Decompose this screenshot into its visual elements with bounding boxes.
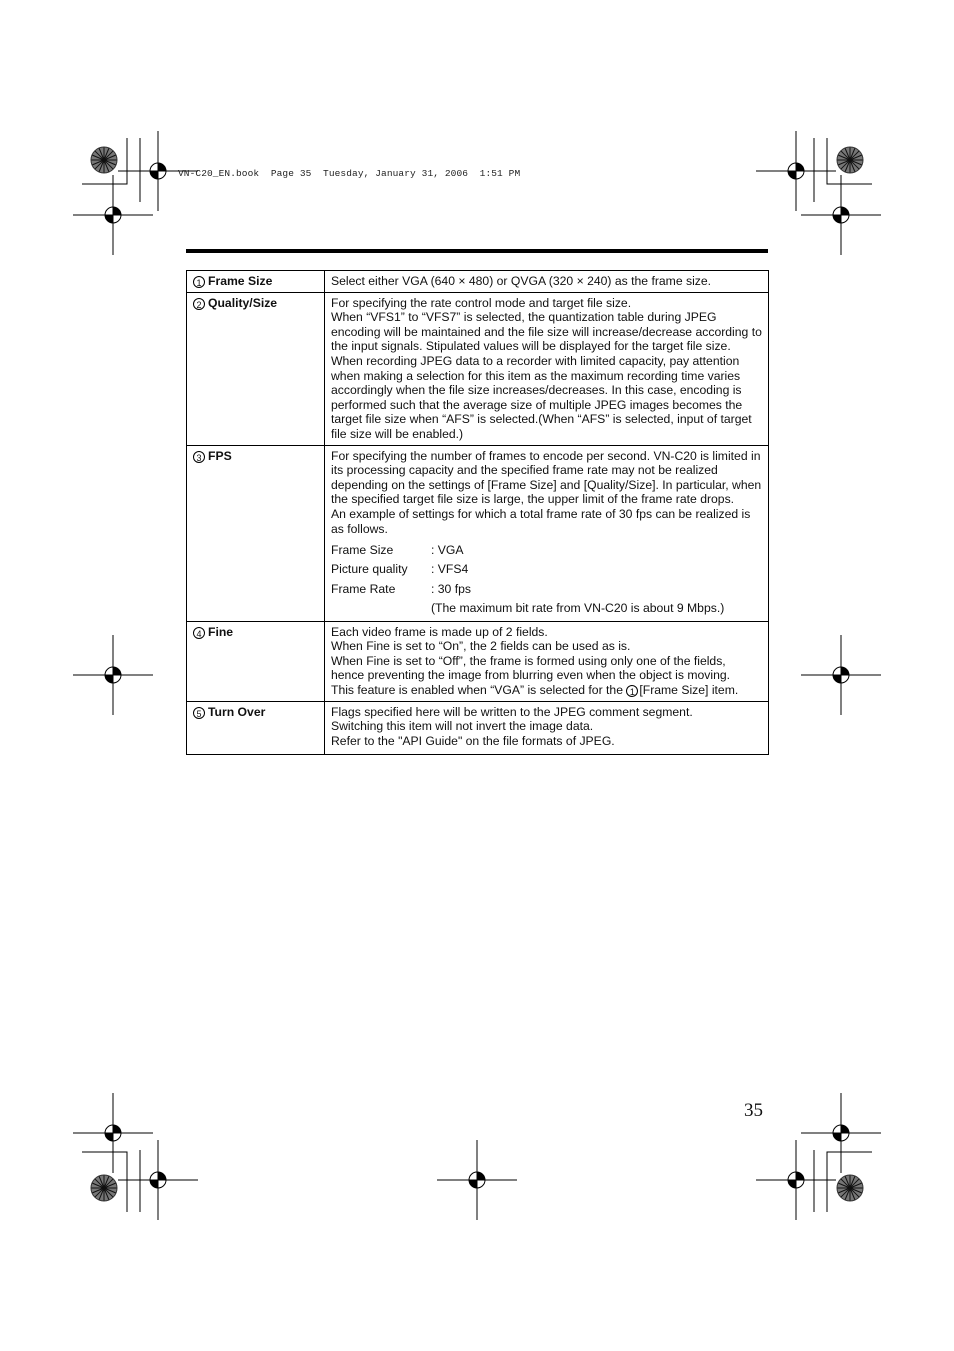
setting-value: : VFS4 (431, 562, 469, 577)
row-label-text: FPS (208, 448, 232, 463)
settings-example (331, 540, 762, 618)
description-paragraph: When Fine is set to “Off”, the frame is formed using only one of the fields, hence preventing the image from blurring even when the object is moving. (331, 653, 731, 683)
row-description (325, 445, 769, 621)
description-paragraph: Select either VGA (640 × 480) or QVGA (320 × 240) as the frame size. (331, 274, 712, 288)
circled-number: 2 (193, 298, 205, 310)
row-label-text: Turn Over (208, 704, 266, 719)
description-paragraph (331, 683, 762, 698)
circled-number: 3 (193, 451, 205, 463)
row-description (325, 271, 769, 293)
circled-number: 4 (193, 627, 205, 639)
setting-value: : VGA (431, 542, 464, 557)
row-label-text: Fine (208, 624, 234, 639)
description-paragraph: Flags specified here will be written to the JPEG comment segment. (331, 704, 693, 719)
top-rule (186, 249, 768, 253)
table-row (187, 292, 769, 445)
description-paragraph: Switching this item will not invert the image data. (331, 719, 594, 734)
description-paragraph: When “VFS1” to “VFS7” is selected, the quantization table during JPEG encoding will be maintained and the file size will increase/decrease according to the input signals. Stipulated values will be displayed for the target file size. When recording JPEG data to a recorder with limited capacity, pay attention when making a selection for this item as the maximum recording time varies accordingly when the file size increases/decreases. In this case, encoding is performed such that the average size of multiple JPEG images becomes the target file size when “AFS” is selected.(When “AFS” is selected, input of target file size will be enabled.) (331, 310, 762, 441)
setting-value: : 30 fps (431, 581, 471, 596)
row-description (325, 701, 769, 755)
row-label-text: Frame Size (208, 274, 273, 288)
row-description (325, 621, 769, 701)
table-row (187, 621, 769, 701)
description-paragraph: Each video frame is made up of 2 fields. (331, 624, 548, 639)
bitrate-note: (The maximum bit rate from VN-C20 is about 9 Mbps.) (431, 600, 725, 615)
table-row (187, 271, 769, 293)
row-label (187, 271, 325, 293)
description-paragraph: An example of settings for which a total frame rate of 30 fps can be realized is as follows. (331, 506, 751, 536)
circled-number: 5 (193, 707, 205, 719)
setting-key: Frame Size (331, 542, 394, 557)
feature-text-prefix: This feature is enabled when “VGA” is selected for the (331, 682, 627, 697)
row-label (187, 292, 325, 445)
setting-key: Picture quality (331, 562, 408, 577)
description-paragraph: For specifying the rate control mode and target file size. (331, 295, 632, 310)
row-label-text: Quality/Size (208, 295, 278, 310)
row-label (187, 621, 325, 701)
circled-number-reference: 1 (626, 685, 638, 697)
table-row (187, 445, 769, 621)
setting-row (331, 579, 762, 599)
feature-text-suffix: [Frame Size] item. (639, 682, 739, 697)
print-header: VN-C20_EN.book Page 35 Tuesday, January 31, 2006 1:51 PM (178, 168, 521, 179)
description-paragraph: Refer to the "API Guide" on the file formats of JPEG. (331, 733, 615, 748)
setting-key: Frame Rate (331, 581, 396, 596)
description-paragraph: When Fine is set to “On”, the 2 fields can be used as is. (331, 639, 631, 654)
row-description (325, 292, 769, 445)
page-number: 35 (744, 1100, 763, 1121)
row-label (187, 701, 325, 755)
settings-table (186, 270, 769, 755)
setting-row (331, 540, 762, 560)
setting-row (331, 560, 762, 580)
table-row (187, 701, 769, 755)
circled-number: 1 (193, 276, 205, 288)
row-label (187, 445, 325, 621)
description-paragraph: For specifying the number of frames to encode per second. VN-C20 is limited in its processing capacity and the specified frame rate may not be realized depending on the settings of [Frame Size] and [Quality/Size]. In particular, when the specified target file size is large, the upper limit of the frame rate drops. (331, 448, 762, 507)
